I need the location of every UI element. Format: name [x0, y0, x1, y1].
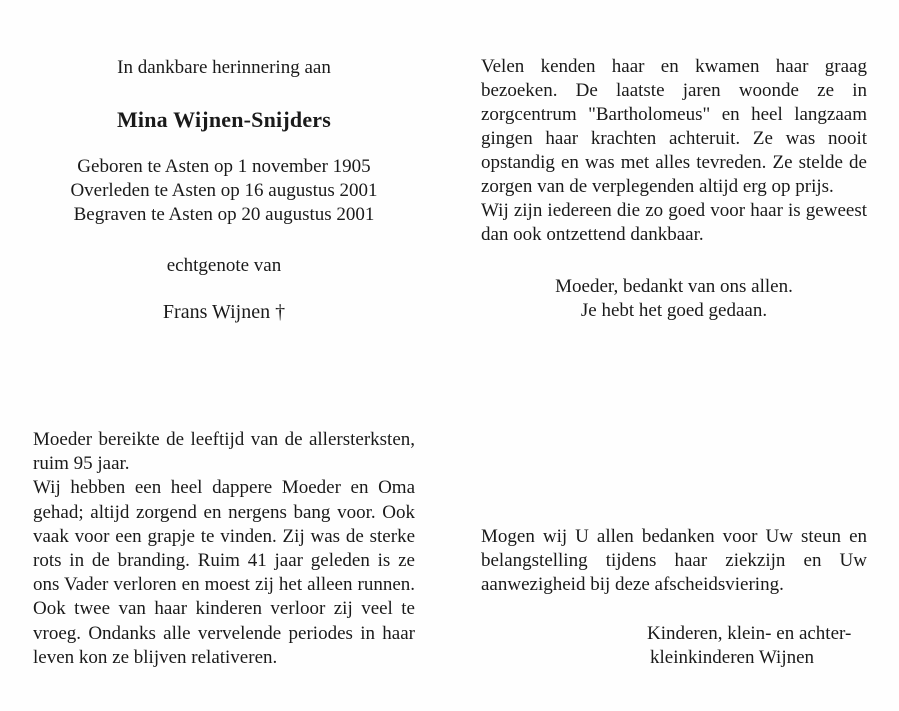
thanks-paragraph: Mogen wij U allen bedanken voor Uw steun en belangstelling tijdens haar ziekzijn en Uw aanwezigheid bij deze afscheidsviering.: [481, 526, 867, 595]
farewell-lines: [481, 275, 867, 323]
signature: [647, 622, 851, 670]
signature-line: Kinderen, klein- en achter-: [647, 623, 852, 644]
paragraph: Velen kenden haar en kwamen haar graag bezoeken. De laatste jaren woonde ze in zorgcentrum "Bartholomeus" en heel langzaam gingen haar krachten achteruit. Ze was nooit opstandig en was met alles tevreden. Ze stelde de zorgen van de verplegenden altijd erg op prijs.: [481, 56, 867, 197]
farewell-line: Je hebt het goed gedaan.: [580, 300, 768, 321]
spouse-name: Frans Wijnen †: [162, 301, 286, 323]
paragraph: Moeder bereikte de leeftijd van de allersterksten, ruim 95 jaar.: [33, 429, 415, 475]
left-column: [33, 55, 415, 695]
paragraph: Wij zijn iedereen die zo goed voor haar is geweest dan ook ontzettend dankbaar.: [481, 200, 867, 245]
burial-date-line: Begraven te Asten op 20 augustus 2001: [73, 204, 375, 225]
spouse-label: echtgenote van: [166, 255, 282, 276]
deceased-name: Mina Wijnen-Snijders: [116, 107, 332, 132]
signature-line: kleinkinderen Wijnen: [650, 647, 815, 668]
birth-date-line: Geboren te Asten op 1 november 1905: [77, 156, 371, 177]
right-body-text: [481, 55, 867, 247]
death-date-line: Overleden te Asten op 16 augustus 2001: [70, 180, 378, 201]
paragraph: Wij hebben een heel dappere Moeder en Oma gehad; altijd zorgend en nergens bang voor. Ook vaak voor een grapje te vinden. Zij was de sterke rots in de branding. Ruim 41 jaar geleden is ze ons Vader verloren en moest zij het alleen runnen. Ook twee van haar kinderen verloor zij veel te vroeg. Ondanks alle vervelende periodes in haar leven kon ze blijven relativeren.: [33, 477, 415, 668]
right-column: [481, 55, 867, 695]
farewell-line: Moeder, bedankt van ons allen.: [555, 276, 793, 297]
left-body-text: [33, 428, 415, 670]
life-dates: [33, 155, 415, 227]
intro-text: In dankbare herinnering aan: [117, 57, 331, 78]
